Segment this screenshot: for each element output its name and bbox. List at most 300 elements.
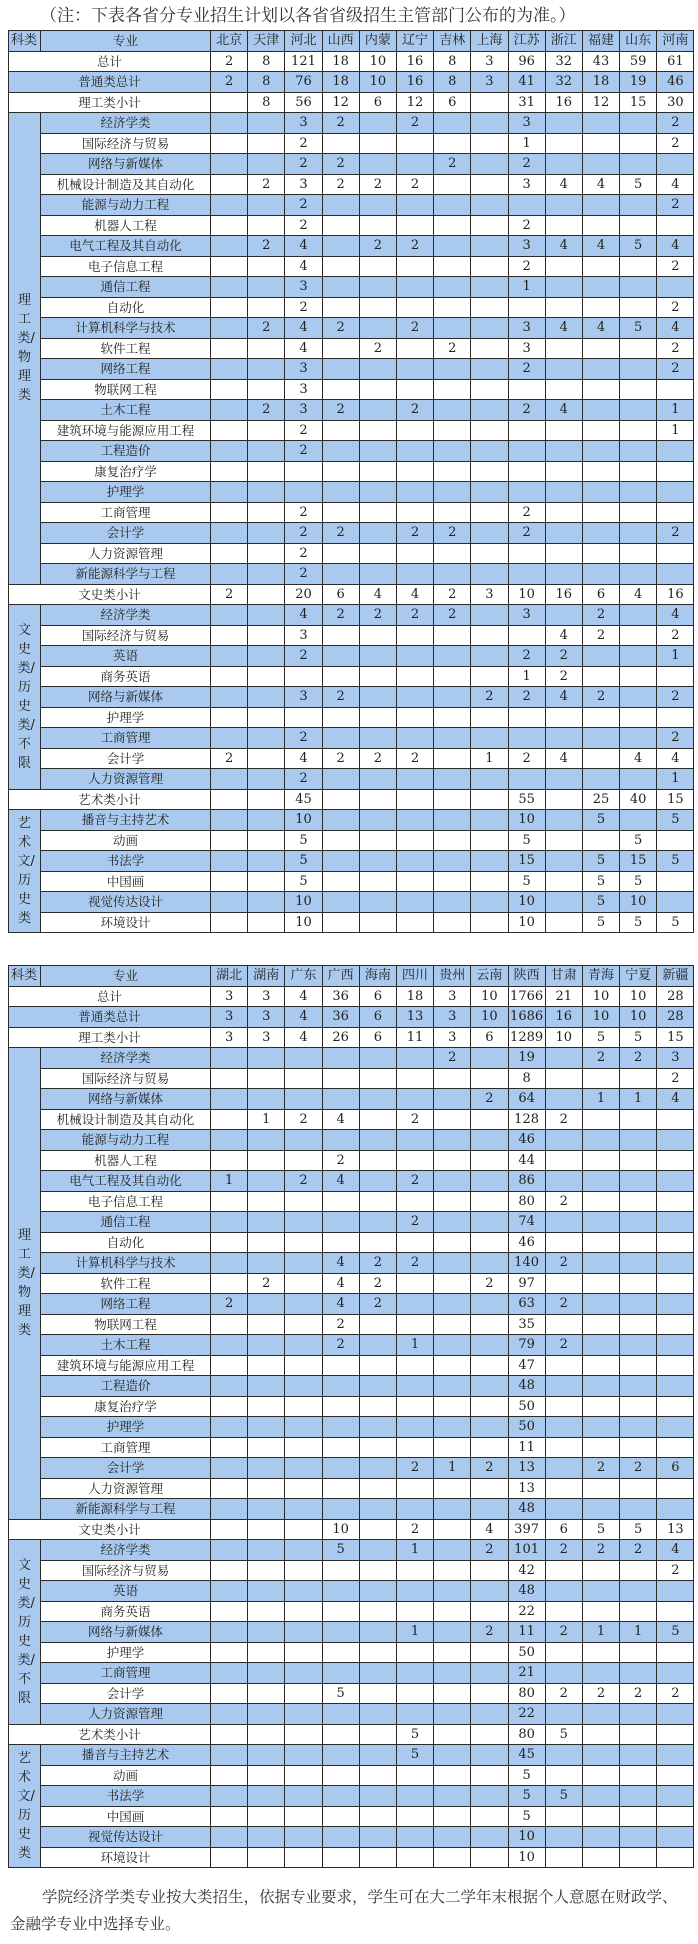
value-cell [396, 1048, 433, 1069]
major-name: 人力资源管理 [41, 1478, 211, 1499]
value-cell [359, 871, 396, 892]
value-cell [396, 379, 433, 400]
value-cell [471, 420, 508, 441]
value-cell [248, 1191, 285, 1212]
value-cell [211, 195, 248, 216]
value-cell: 2 [359, 236, 396, 257]
value-cell [396, 625, 433, 646]
value-cell [211, 236, 248, 257]
value-cell [434, 1355, 471, 1376]
value-cell [359, 359, 396, 380]
value-cell [582, 359, 619, 380]
value-cell: 5 [657, 810, 694, 831]
value-cell [620, 461, 657, 482]
value-cell: 2 [211, 51, 248, 72]
value-cell [359, 1314, 396, 1335]
value-cell: 3 [211, 986, 248, 1007]
value-cell: 2 [657, 297, 694, 318]
value-cell [471, 523, 508, 544]
value-cell [248, 154, 285, 175]
value-cell [248, 830, 285, 851]
value-cell: 4 [657, 318, 694, 339]
value-cell [285, 1335, 322, 1356]
value-cell [285, 1089, 322, 1110]
major-name: 环境设计 [41, 1847, 211, 1868]
major-name: 机械设计制造及其自动化 [41, 174, 211, 195]
value-cell [211, 1417, 248, 1438]
value-cell [322, 1847, 359, 1868]
value-cell [248, 1827, 285, 1848]
value-cell: 2 [545, 1253, 582, 1274]
value-cell: 1 [434, 1458, 471, 1479]
value-cell: 5 [582, 871, 619, 892]
value-cell [434, 297, 471, 318]
value-cell [248, 912, 285, 933]
value-cell: 4 [657, 605, 694, 626]
value-cell: 80 [508, 1191, 545, 1212]
value-cell [434, 1314, 471, 1335]
value-cell [434, 1396, 471, 1417]
value-cell [545, 1314, 582, 1335]
major-name: 软件工程 [41, 338, 211, 359]
value-cell [582, 1109, 619, 1130]
major-name: 网络与新媒体 [41, 687, 211, 708]
value-cell [545, 1765, 582, 1786]
value-cell [545, 1642, 582, 1663]
value-cell [545, 502, 582, 523]
major-name: 经济学类 [41, 113, 211, 134]
table-row [9, 318, 694, 339]
value-cell [434, 728, 471, 749]
enrollment-tables [0, 30, 698, 1868]
value-cell: 48 [508, 1581, 545, 1602]
value-cell: 3 [508, 113, 545, 134]
value-cell: 2 [285, 441, 322, 462]
value-cell [211, 769, 248, 790]
value-cell: 2 [657, 1068, 694, 1089]
value-cell [434, 1437, 471, 1458]
total-label: 总计 [9, 51, 211, 72]
total-row [9, 1007, 694, 1028]
table-row [9, 871, 694, 892]
value-cell [434, 174, 471, 195]
value-cell [211, 851, 248, 872]
value-cell: 5 [620, 830, 657, 851]
value-cell: 10 [285, 912, 322, 933]
category-header: 科类 [9, 31, 41, 52]
value-cell [396, 1150, 433, 1171]
value-cell [620, 256, 657, 277]
value-cell [322, 133, 359, 154]
value-cell [248, 1376, 285, 1397]
value-cell [359, 1581, 396, 1602]
value-cell [322, 1437, 359, 1458]
value-cell [211, 461, 248, 482]
value-cell [508, 441, 545, 462]
table-row [9, 174, 694, 195]
value-cell [471, 1150, 508, 1171]
province-header: 浙江 [545, 31, 582, 52]
value-cell [248, 1478, 285, 1499]
value-cell: 46 [508, 1130, 545, 1151]
value-cell [434, 1130, 471, 1151]
value-cell [359, 1827, 396, 1848]
table-row [9, 1827, 694, 1848]
value-cell: 2 [582, 605, 619, 626]
value-cell: 4 [620, 748, 657, 769]
value-cell [582, 1704, 619, 1725]
value-cell: 5 [396, 1724, 433, 1745]
major-name: 工商管理 [41, 1437, 211, 1458]
value-cell: 6 [657, 1458, 694, 1479]
major-name: 能源与动力工程 [41, 1130, 211, 1151]
value-cell: 15 [657, 1027, 694, 1048]
value-cell [211, 1437, 248, 1458]
value-cell [359, 666, 396, 687]
province-header: 陕西 [508, 966, 545, 987]
value-cell: 2 [620, 1540, 657, 1561]
value-cell [434, 543, 471, 564]
value-cell: 2 [285, 728, 322, 749]
value-cell [545, 1806, 582, 1827]
header-row [9, 966, 694, 987]
value-cell [471, 1806, 508, 1827]
category-label: 文史类/历史类/不限 [17, 622, 35, 771]
value-cell [285, 707, 322, 728]
value-cell [434, 1171, 471, 1192]
value-cell [248, 1560, 285, 1581]
value-cell [396, 1683, 433, 1704]
value-cell [396, 1765, 433, 1786]
value-cell: 5 [545, 1786, 582, 1807]
value-cell [359, 1396, 396, 1417]
header-row [9, 31, 694, 52]
value-cell [396, 1191, 433, 1212]
value-cell: 2 [582, 1458, 619, 1479]
value-cell [545, 1212, 582, 1233]
value-cell [582, 1765, 619, 1786]
value-cell: 5 [508, 1765, 545, 1786]
province-header: 江苏 [508, 31, 545, 52]
value-cell [211, 1109, 248, 1130]
subtotal-label: 艺术类小计 [9, 1724, 211, 1745]
value-cell [285, 1663, 322, 1684]
value-cell: 8 [248, 51, 285, 72]
value-cell [620, 1847, 657, 1868]
category-header: 科类 [9, 966, 41, 987]
value-cell [471, 133, 508, 154]
value-cell [359, 441, 396, 462]
value-cell [211, 1335, 248, 1356]
table-row [9, 892, 694, 913]
value-cell [620, 195, 657, 216]
value-cell: 5 [657, 851, 694, 872]
value-cell [285, 1642, 322, 1663]
value-cell [396, 1273, 433, 1294]
value-cell [211, 1806, 248, 1827]
value-cell: 8 [248, 72, 285, 93]
value-cell [545, 1478, 582, 1499]
subtotal-row [9, 789, 694, 810]
value-cell: 1 [657, 400, 694, 421]
value-cell [248, 1724, 285, 1745]
value-cell [657, 707, 694, 728]
value-cell: 1 [248, 1109, 285, 1130]
value-cell [582, 1355, 619, 1376]
value-cell [248, 1089, 285, 1110]
value-cell: 2 [248, 1273, 285, 1294]
value-cell [582, 1745, 619, 1766]
value-cell [285, 1765, 322, 1786]
value-cell [285, 461, 322, 482]
value-cell [471, 379, 508, 400]
value-cell [396, 1376, 433, 1397]
province-header: 河南 [657, 31, 694, 52]
value-cell: 2 [396, 1458, 433, 1479]
value-cell: 2 [657, 728, 694, 749]
value-cell: 10 [508, 1827, 545, 1848]
value-cell [471, 1724, 508, 1745]
value-cell: 4 [285, 338, 322, 359]
value-cell: 45 [285, 789, 322, 810]
province-header: 吉林 [434, 31, 471, 52]
value-cell [211, 1765, 248, 1786]
value-cell [211, 215, 248, 236]
value-cell [620, 1724, 657, 1745]
value-cell [322, 851, 359, 872]
value-cell: 96 [508, 51, 545, 72]
value-cell: 5 [582, 851, 619, 872]
value-cell [471, 666, 508, 687]
value-cell [434, 1109, 471, 1130]
category-cell [9, 113, 41, 585]
value-cell: 3 [508, 605, 545, 626]
value-cell [285, 1273, 322, 1294]
table-row [9, 707, 694, 728]
value-cell [582, 564, 619, 585]
value-cell: 5 [285, 851, 322, 872]
value-cell [471, 1191, 508, 1212]
value-cell [471, 1335, 508, 1356]
value-cell: 4 [545, 236, 582, 257]
value-cell [359, 1622, 396, 1643]
value-cell: 2 [396, 318, 433, 339]
value-cell: 56 [285, 92, 322, 113]
value-cell [359, 1109, 396, 1130]
value-cell [545, 1601, 582, 1622]
major-name: 机械设计制造及其自动化 [41, 1109, 211, 1130]
value-cell [582, 133, 619, 154]
value-cell [545, 1130, 582, 1151]
value-cell: 5 [508, 830, 545, 851]
value-cell [322, 420, 359, 441]
value-cell [471, 605, 508, 626]
subtotal-label: 文史类小计 [9, 584, 211, 605]
value-cell [396, 133, 433, 154]
value-cell [322, 1478, 359, 1499]
value-cell: 18 [322, 51, 359, 72]
value-cell [620, 728, 657, 749]
value-cell [248, 1847, 285, 1868]
value-cell [285, 1786, 322, 1807]
table-row [9, 543, 694, 564]
value-cell [471, 1212, 508, 1233]
value-cell: 2 [508, 502, 545, 523]
major-name: 自动化 [41, 1232, 211, 1253]
value-cell [322, 359, 359, 380]
table-row [9, 1437, 694, 1458]
value-cell: 44 [508, 1150, 545, 1171]
value-cell [248, 502, 285, 523]
value-cell: 2 [359, 1253, 396, 1274]
value-cell [434, 1089, 471, 1110]
subtotal-label: 理工类小计 [9, 1027, 211, 1048]
value-cell [211, 810, 248, 831]
value-cell [211, 687, 248, 708]
table-row [9, 113, 694, 134]
value-cell [322, 236, 359, 257]
category-label: 理工类/物理类 [17, 1228, 35, 1339]
value-cell: 2 [657, 687, 694, 708]
value-cell [248, 113, 285, 134]
value-cell: 2 [248, 318, 285, 339]
total-label: 普通类总计 [9, 72, 211, 93]
value-cell [471, 892, 508, 913]
value-cell: 16 [545, 92, 582, 113]
value-cell [211, 1089, 248, 1110]
value-cell [620, 625, 657, 646]
value-cell [434, 1068, 471, 1089]
value-cell [434, 1519, 471, 1540]
value-cell [657, 1396, 694, 1417]
value-cell [434, 1478, 471, 1499]
value-cell: 2 [545, 1683, 582, 1704]
value-cell [396, 195, 433, 216]
value-cell: 4 [396, 584, 433, 605]
value-cell [285, 1314, 322, 1335]
value-cell: 2 [396, 174, 433, 195]
value-cell: 2 [248, 174, 285, 195]
value-cell [359, 133, 396, 154]
value-cell: 2 [434, 154, 471, 175]
value-cell [620, 1068, 657, 1089]
major-name: 电气工程及其自动化 [41, 1171, 211, 1192]
value-cell: 4 [657, 236, 694, 257]
value-cell: 4 [322, 1171, 359, 1192]
table-row [9, 1642, 694, 1663]
major-name: 经济学类 [41, 1048, 211, 1069]
value-cell [285, 1355, 322, 1376]
major-name: 网络与新媒体 [41, 1622, 211, 1643]
value-cell [657, 1417, 694, 1438]
value-cell [359, 256, 396, 277]
value-cell [285, 1253, 322, 1274]
value-cell: 3 [285, 277, 322, 298]
table-row [9, 379, 694, 400]
province-header: 宁夏 [620, 966, 657, 987]
value-cell: 2 [508, 748, 545, 769]
value-cell: 2 [582, 1683, 619, 1704]
value-cell: 2 [322, 523, 359, 544]
value-cell [471, 728, 508, 749]
value-cell [582, 1560, 619, 1581]
value-cell [396, 543, 433, 564]
value-cell: 12 [582, 92, 619, 113]
major-name: 环境设计 [41, 912, 211, 933]
value-cell [471, 236, 508, 257]
value-cell: 10 [285, 810, 322, 831]
value-cell: 2 [582, 1540, 619, 1561]
value-cell: 2 [322, 1314, 359, 1335]
total-label: 总计 [9, 986, 211, 1007]
value-cell [322, 379, 359, 400]
value-cell [248, 1601, 285, 1622]
value-cell: 1 [620, 1089, 657, 1110]
value-cell: 4 [285, 236, 322, 257]
value-cell [657, 1642, 694, 1663]
value-cell [359, 1683, 396, 1704]
value-cell [582, 1478, 619, 1499]
value-cell: 45 [508, 1745, 545, 1766]
value-cell [359, 1499, 396, 1520]
table-row [9, 625, 694, 646]
value-cell: 22 [508, 1601, 545, 1622]
value-cell [396, 707, 433, 728]
major-name: 机器人工程 [41, 215, 211, 236]
value-cell: 15 [657, 789, 694, 810]
value-cell [211, 154, 248, 175]
value-cell: 2 [396, 1171, 433, 1192]
province-header: 云南 [471, 966, 508, 987]
value-cell [434, 892, 471, 913]
major-name: 国际经济与贸易 [41, 1068, 211, 1089]
value-cell [657, 1130, 694, 1151]
value-cell [545, 1068, 582, 1089]
value-cell [322, 482, 359, 503]
value-cell: 2 [545, 646, 582, 667]
table-row [9, 1335, 694, 1356]
value-cell [582, 297, 619, 318]
value-cell [582, 1253, 619, 1274]
value-cell [508, 728, 545, 749]
value-cell [285, 482, 322, 503]
value-cell [359, 1089, 396, 1110]
value-cell [545, 851, 582, 872]
value-cell: 2 [396, 400, 433, 421]
value-cell [211, 564, 248, 585]
value-cell: 20 [285, 584, 322, 605]
value-cell [359, 1540, 396, 1561]
table-row [9, 728, 694, 749]
value-cell: 13 [657, 1519, 694, 1540]
value-cell [657, 1294, 694, 1315]
value-cell: 6 [359, 986, 396, 1007]
subtotal-label: 艺术类小计 [9, 789, 211, 810]
value-cell [434, 1827, 471, 1848]
value-cell [248, 605, 285, 626]
value-cell [359, 482, 396, 503]
value-cell [359, 1642, 396, 1663]
value-cell [508, 625, 545, 646]
value-cell [657, 277, 694, 298]
value-cell [545, 297, 582, 318]
value-cell [396, 1499, 433, 1520]
value-cell [620, 297, 657, 318]
value-cell [211, 1458, 248, 1479]
value-cell [359, 1437, 396, 1458]
table-row [9, 482, 694, 503]
value-cell [359, 1806, 396, 1827]
